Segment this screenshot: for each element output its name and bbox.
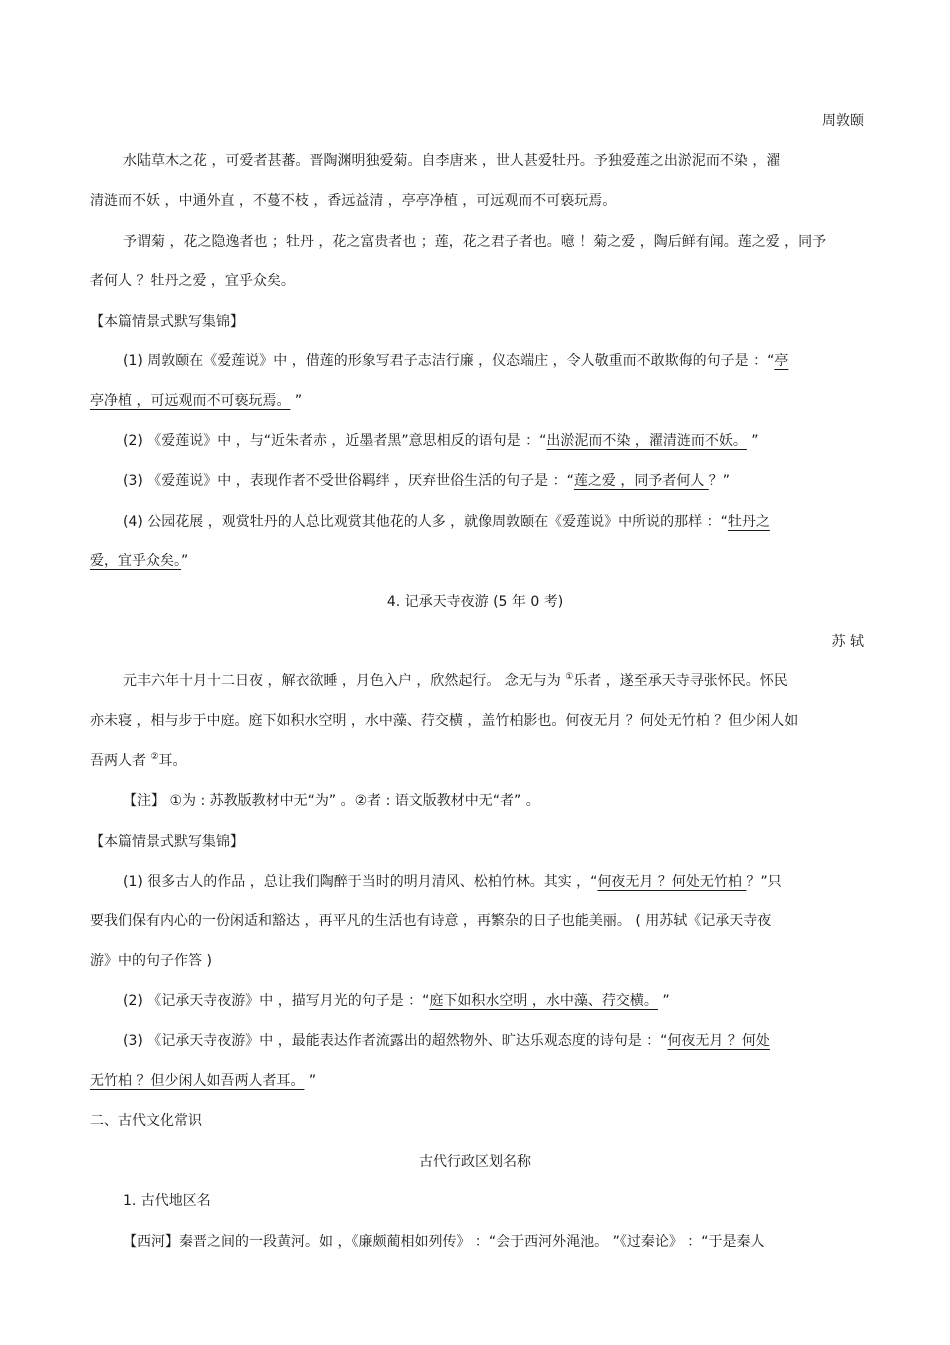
footnote-marker: ① bbox=[565, 672, 574, 682]
question-3 bbox=[123, 471, 730, 491]
answer-text: 无竹柏 ？但少闲人如吾两人者耳。 bbox=[90, 1073, 305, 1089]
question-text: ” bbox=[657, 993, 670, 1009]
answer-text: 莲之爱 ，同予者何人 bbox=[573, 473, 709, 489]
ailian-text-line: 水陆草木之花 ，可爱者甚蕃。晋陶渊明独爱菊。自李唐来 ，世人甚爱牡丹。予独爱莲之出淤泥而不染 ，濯 bbox=[123, 153, 781, 169]
question-text: ” bbox=[304, 1073, 317, 1089]
section-heading: 【本篇情景式默写集锦】 bbox=[90, 314, 244, 330]
question-text: ” bbox=[290, 393, 303, 409]
question-1-cont bbox=[90, 391, 302, 411]
poem-text: 乐者 ，遂至承天寺寻张怀民。怀民 bbox=[573, 673, 788, 689]
question-4-cont bbox=[90, 551, 188, 571]
question-text: ？” bbox=[708, 473, 731, 489]
question-4 bbox=[123, 512, 770, 532]
question-text: ？”只 bbox=[746, 874, 782, 890]
answer-text: 亭 bbox=[774, 353, 789, 369]
ailian-text-line: 予谓菊 ，花之隐逸者也 ；牡丹 ，花之富贵者也 ；莲，花之君子者也。噫 ！菊之爱 ，陶后鲜有闻。莲之爱 ，同予 bbox=[123, 234, 827, 250]
answer-text: 爱，宜乎众矣。 bbox=[90, 553, 181, 569]
answer-text: 何夜无月 ？何处无竹柏 bbox=[597, 874, 747, 890]
answer-text: 牡丹之 bbox=[727, 514, 770, 530]
question-3-cont bbox=[90, 1071, 316, 1091]
footnote-note: 【注】 ①为 : 苏教版教材中无“为” 。②者 : 语文版教材中无“者” 。 bbox=[123, 793, 540, 809]
poem-text: 吾两人者 bbox=[90, 753, 151, 769]
part-heading: 二、古代文化常识 bbox=[90, 1113, 202, 1129]
poem-text: 元丰六年十月十二日夜 ，解衣欲睡 ，月色入户 ，欣然起行。 念无与为 bbox=[123, 673, 566, 689]
poem-text: 耳。 bbox=[158, 753, 187, 769]
chengtian-text-line bbox=[123, 671, 788, 691]
ailian-text-line: 清涟而不妖 ，中通外直 ，不蔓不枝 ，香远益清 ，亭亭净植 ，可远观而不可亵玩焉。 bbox=[90, 193, 617, 209]
subsection-title: 1. 古代地区名 bbox=[123, 1193, 211, 1209]
ailian-text-line: 者何人 ？牡丹之爱 ，宜乎众矣。 bbox=[90, 273, 295, 289]
question-text: (3) 《爱莲说》中 ，表现作者不受世俗羁绊 ，厌弃世俗生活的句子是 ：“ bbox=[123, 473, 574, 489]
footnote-marker: ② bbox=[150, 752, 159, 762]
poem-title: 4. 记承天寺夜游 (5 年 0 考) bbox=[386, 594, 564, 610]
question-text: (3) 《记承天寺夜游》中 ，最能表达作者流露出的超然物外、旷达乐观态度的诗句是 ：“ bbox=[123, 1033, 668, 1049]
question-text: ” bbox=[746, 433, 759, 449]
question-text: (4) 公园花展 ，观赏牡丹的人总比观赏其他花的人多 ，就像周敦颐在《爱莲说》中所说的那样 ：“ bbox=[123, 514, 728, 530]
section-heading: 【本篇情景式默写集锦】 bbox=[90, 834, 244, 850]
author-zhou-dunyi: 周敦颐 bbox=[822, 113, 864, 129]
question-text: ” bbox=[181, 553, 189, 569]
chengtian-text-line bbox=[90, 751, 187, 771]
question-3 bbox=[123, 1031, 770, 1051]
chengtian-text-line: 亦未寝 ，相与步于中庭。庭下如积水空明 ，水中藻、荇交横 ，盖竹柏影也。何夜无月 ？何处无竹柏 ？但少闲人如 bbox=[90, 713, 799, 729]
section-title: 古代行政区划名称 bbox=[419, 1154, 531, 1170]
question-text: (1) 很多古人的作品 ，总让我们陶醉于当时的明月清风、松柏竹林。其实 ，“ bbox=[123, 874, 598, 890]
question-1 bbox=[123, 872, 782, 892]
question-text: (2) 《爱莲说》中 ，与“近朱者赤 ，近墨者黑”意思相反的语句是 ：“ bbox=[123, 433, 547, 449]
question-text: (2) 《记承天寺夜游》中 ，描写月光的句子是 ：“ bbox=[123, 993, 430, 1009]
answer-text: 何夜无月 ？何处 bbox=[667, 1033, 770, 1049]
question-text: (1) 周敦颐在《爱莲说》中 ，借莲的形象写君子志洁行廉 ，仪态端庄 ，令人敬重而不敢欺侮的句子是 ：“ bbox=[123, 353, 775, 369]
question-1 bbox=[123, 351, 788, 371]
answer-text: 亭净植 ，可远观而不可亵玩焉。 bbox=[90, 393, 291, 409]
question-1-cont: 游》中的句子作答 ) bbox=[90, 953, 212, 969]
author-su-shi: 苏 轼 bbox=[831, 634, 864, 650]
question-2 bbox=[123, 991, 670, 1011]
answer-text: 庭下如积水空明 ，水中藻、荇交横。 bbox=[429, 993, 658, 1009]
answer-text: 出淤泥而不染 ，濯清涟而不妖。 bbox=[546, 433, 747, 449]
question-1-cont: 要我们保有内心的一份闲适和豁达 ，再平凡的生活也有诗意 ，再繁杂的日子也能美丽。 ( 用苏轼《记承天寺夜 bbox=[90, 913, 772, 929]
body-text-line: 【西河】秦晋之间的一段黄河。如 ，《廉颇蔺相如列传》 ：“会于西河外渑池。 ”《过秦论》 ：“于是秦人 bbox=[123, 1234, 765, 1250]
question-2 bbox=[123, 431, 759, 451]
